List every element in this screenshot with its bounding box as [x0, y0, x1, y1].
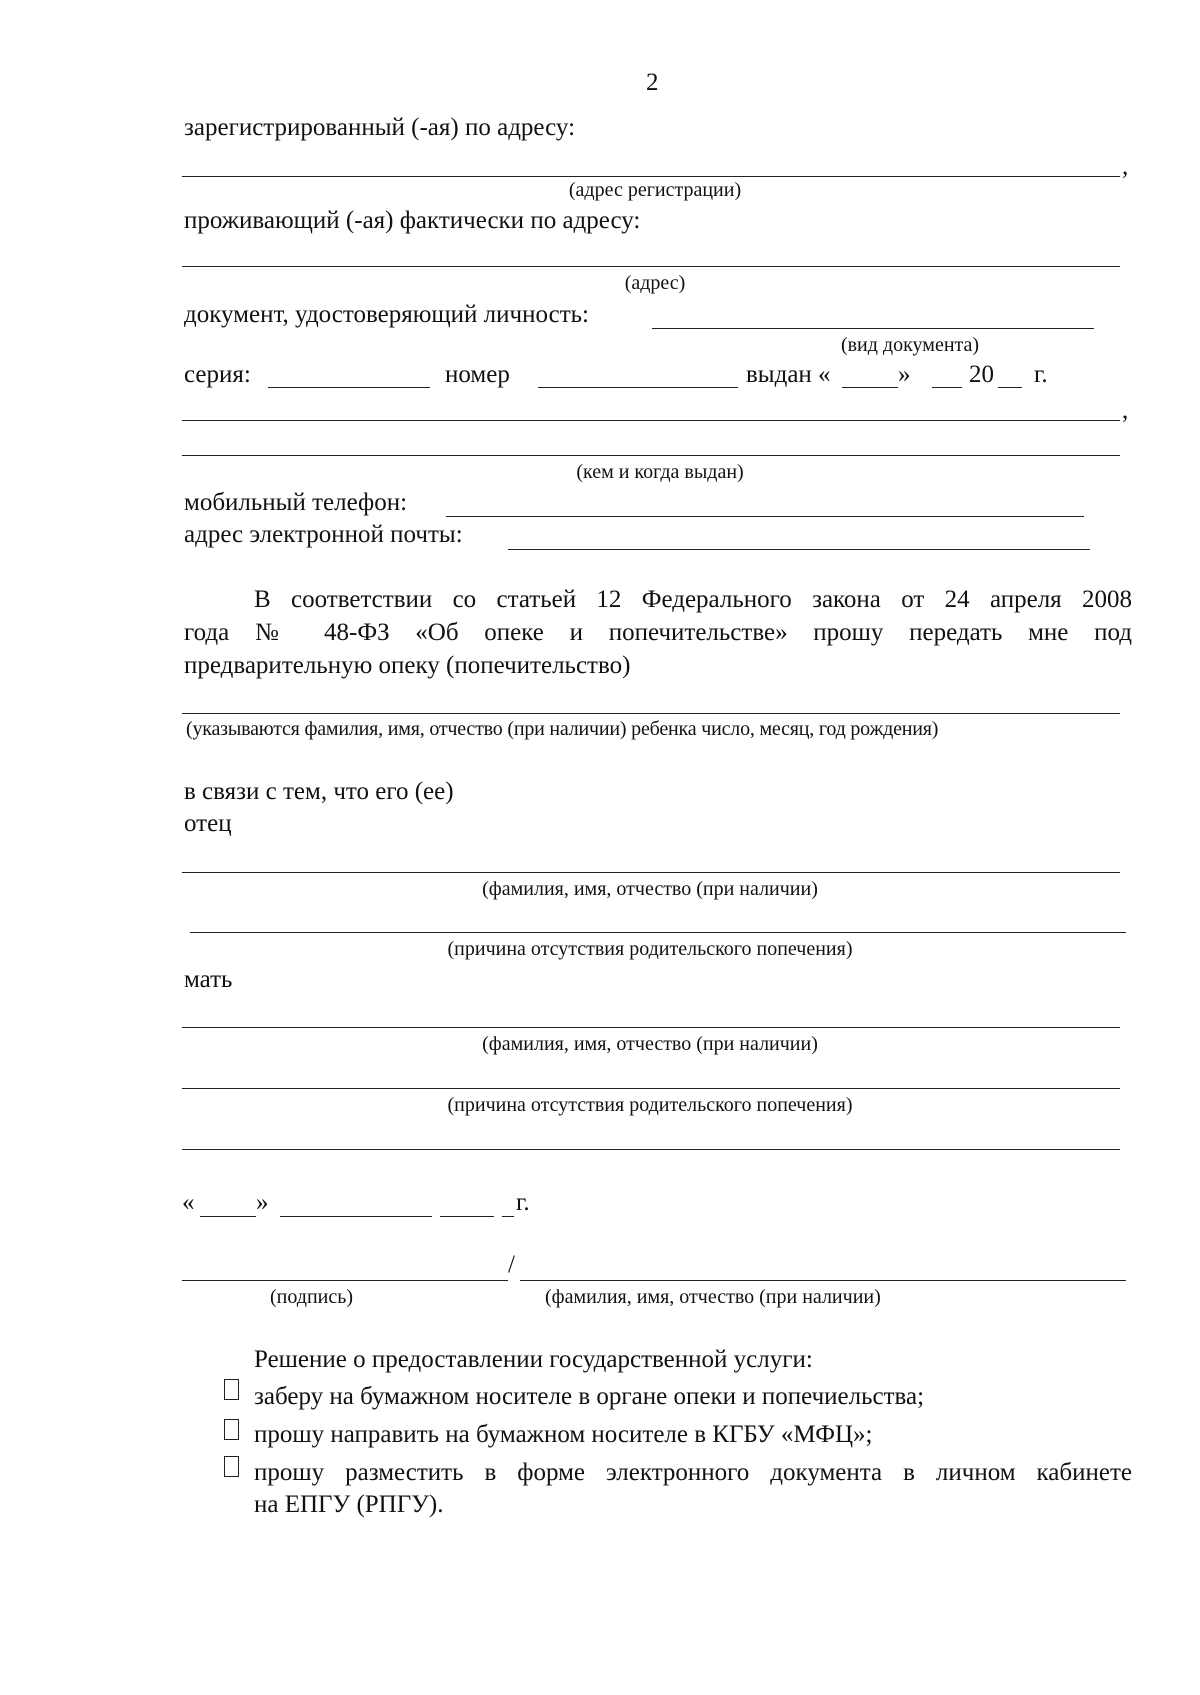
document-type-caption: (вид документа) [840, 334, 980, 356]
option-mfc-mail-label: прошу направить на бумажном носителе в КГБУ «МФЦ»; [254, 1421, 873, 1448]
request-line-2: года № 48-ФЗ «Об опеке и попечительстве» прошу передать мне под [184, 619, 1132, 646]
option-paper-pickup-label: заберу на бумажном носителе в органе опеки и пoпечиельства; [254, 1383, 925, 1410]
child-details-caption: (указываются фамилия, имя, отчество (при наличии) ребенка число, месяц, год рождения) [186, 718, 939, 740]
date-year-line-1[interactable] [440, 1216, 494, 1217]
issued-quote-close: » [898, 361, 911, 388]
issuer-line-2[interactable] [182, 455, 1120, 456]
issued-day-line[interactable] [842, 387, 898, 388]
issued-year-line[interactable] [998, 387, 1022, 388]
mother-name-line[interactable] [182, 1027, 1120, 1028]
father-reason-line[interactable] [190, 932, 1126, 933]
signer-name-line[interactable] [520, 1280, 1126, 1281]
signature-line[interactable] [182, 1280, 508, 1281]
option-electronic-continuation: на ЕПГУ (РПГУ). [254, 1491, 444, 1518]
date-year-suffix: г. [516, 1189, 530, 1216]
mother-reason-caption: (причина отсутствия родительского попечения) [447, 1094, 853, 1116]
signature-caption: (подпись) [270, 1286, 354, 1308]
option-electronic-label: прошу разместить в форме электронного документа в личном кабинете [254, 1459, 1132, 1486]
series-line[interactable] [268, 387, 430, 388]
issuer-line-1[interactable] [182, 420, 1120, 421]
series-label: серия: [184, 361, 251, 388]
number-line[interactable] [538, 387, 738, 388]
option-mfc-mail-checkbox[interactable] [224, 1419, 239, 1440]
identity-document-label: документ, удостоверяющий личность: [184, 301, 589, 328]
signature-separator: / [508, 1251, 515, 1278]
issued-label: выдан « [746, 361, 831, 388]
request-line-3: предварительную опеку (попечительство) [184, 652, 631, 679]
page-number: 2 [646, 69, 659, 96]
registration-caption: (адрес регистрации) [568, 179, 742, 201]
father-label: отец [184, 810, 232, 837]
email-label: адрес электронной почты: [184, 521, 463, 548]
residence-caption: (адрес) [624, 272, 686, 294]
issuer-comma: , [1122, 397, 1129, 424]
issuer-caption: (кем и когда выдан) [576, 461, 744, 483]
signer-name-caption: (фамилия, имя, отчество (при наличии) [545, 1286, 881, 1308]
registration-comma: , [1122, 153, 1129, 180]
date-year-line-2[interactable] [502, 1216, 514, 1217]
document-type-line[interactable] [652, 328, 1094, 329]
date-month-line[interactable] [280, 1216, 432, 1217]
phone-label: мобильный телефон: [184, 489, 408, 516]
number-label: номер [445, 361, 510, 388]
date-open-quote: « [182, 1189, 195, 1216]
extra-line[interactable] [182, 1149, 1120, 1150]
residence-label: проживающий (-ая) фактически по адресу: [184, 207, 641, 234]
father-name-line[interactable] [182, 872, 1120, 873]
issued-year-suffix: г. [1034, 361, 1048, 388]
email-line[interactable] [508, 549, 1090, 550]
child-details-line[interactable] [182, 713, 1120, 714]
decision-heading: Решение о предоставлении государственной услуги: [254, 1346, 813, 1373]
phone-line[interactable] [446, 516, 1084, 517]
registration-label: зарегистрированный (-ая) по адресу: [184, 114, 576, 141]
option-paper-pickup-checkbox[interactable] [224, 1379, 239, 1400]
mother-reason-line[interactable] [182, 1088, 1120, 1089]
registration-address-line[interactable] [182, 176, 1120, 177]
residence-address-line[interactable] [182, 266, 1120, 267]
date-close-quote: » [256, 1189, 269, 1216]
issued-month-line[interactable] [932, 387, 962, 388]
mother-name-caption: (фамилия, имя, отчество (при наличии) [482, 1033, 818, 1055]
issued-year-prefix: 20 [969, 361, 994, 388]
father-name-caption: (фамилия, имя, отчество (при наличии) [482, 878, 818, 900]
parents-intro: в связи с тем, что его (ее) [184, 778, 454, 805]
option-electronic-checkbox[interactable] [224, 1456, 239, 1477]
request-line-1: В соответствии со статьей 12 Федерального закона от 24 апреля 2008 [254, 586, 1132, 613]
date-day-line[interactable] [200, 1216, 256, 1217]
father-reason-caption: (причина отсутствия родительского попечения) [447, 938, 853, 960]
mother-label: мать [184, 966, 233, 993]
